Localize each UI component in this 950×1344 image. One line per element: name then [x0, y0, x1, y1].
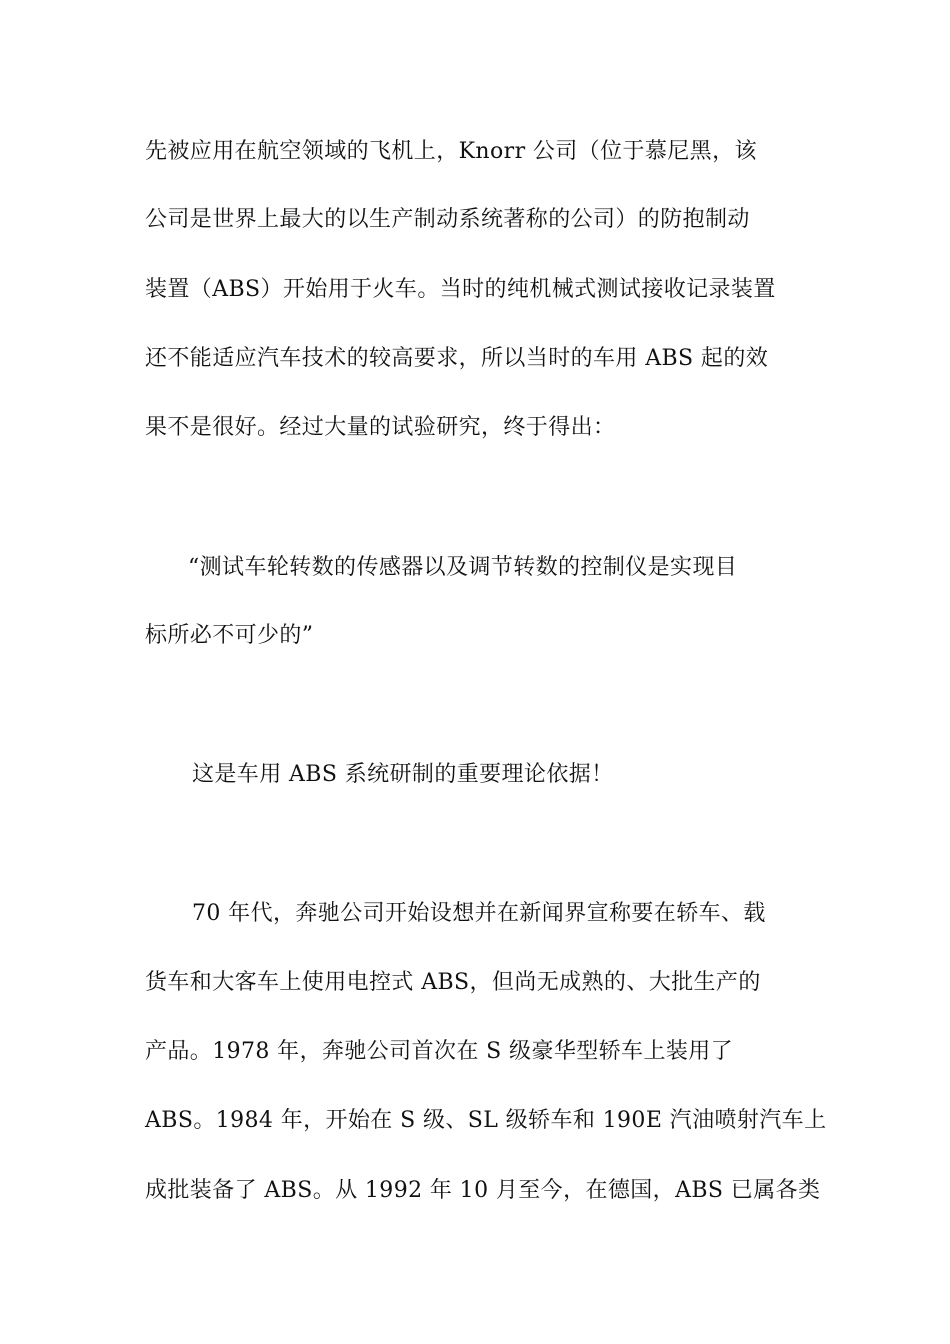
text-line: 成批装备了 ABS。从 1992 年 10 月至今，在德国，ABS 已属各类 — [145, 1178, 821, 1203]
text-line: 还不能适应汽车技术的较高要求，所以当时的车用 ABS 起的效 — [145, 346, 769, 371]
text-line: 产品。1978 年，奔驰公司首次在 S 级豪华型轿车上装用了 — [145, 1039, 734, 1064]
text-line: 果不是很好。经过大量的试验研究，终于得出： — [145, 415, 616, 440]
quote-line: “测试车轮转数的传感器以及调节转数的控制仪是实现目 — [188, 555, 738, 580]
quote-line: 标所必不可少的” — [145, 623, 314, 648]
text-line: 装置（ABS）开始用于火车。当时的纯机械式测试接收记录装置 — [145, 277, 776, 302]
text-line: 这是车用 ABS 系统研制的重要理论依据！ — [192, 762, 614, 787]
text-line: 先被应用在航空领域的飞机上，Knorr 公司（位于慕尼黑，该 — [145, 139, 757, 164]
text-line: 货车和大客车上使用电控式 ABS，但尚无成熟的、大批生产的 — [145, 970, 761, 995]
text-line: ABS。1984 年，开始在 S 级、SL 级轿车和 190E 汽油喷射汽车上 — [145, 1108, 827, 1133]
text-line: 公司是世界上最大的以生产制动系统著称的公司）的防抱制动 — [145, 207, 750, 232]
text-line: 70 年代，奔驰公司开始设想并在新闻界宣称要在轿车、载 — [192, 901, 766, 926]
